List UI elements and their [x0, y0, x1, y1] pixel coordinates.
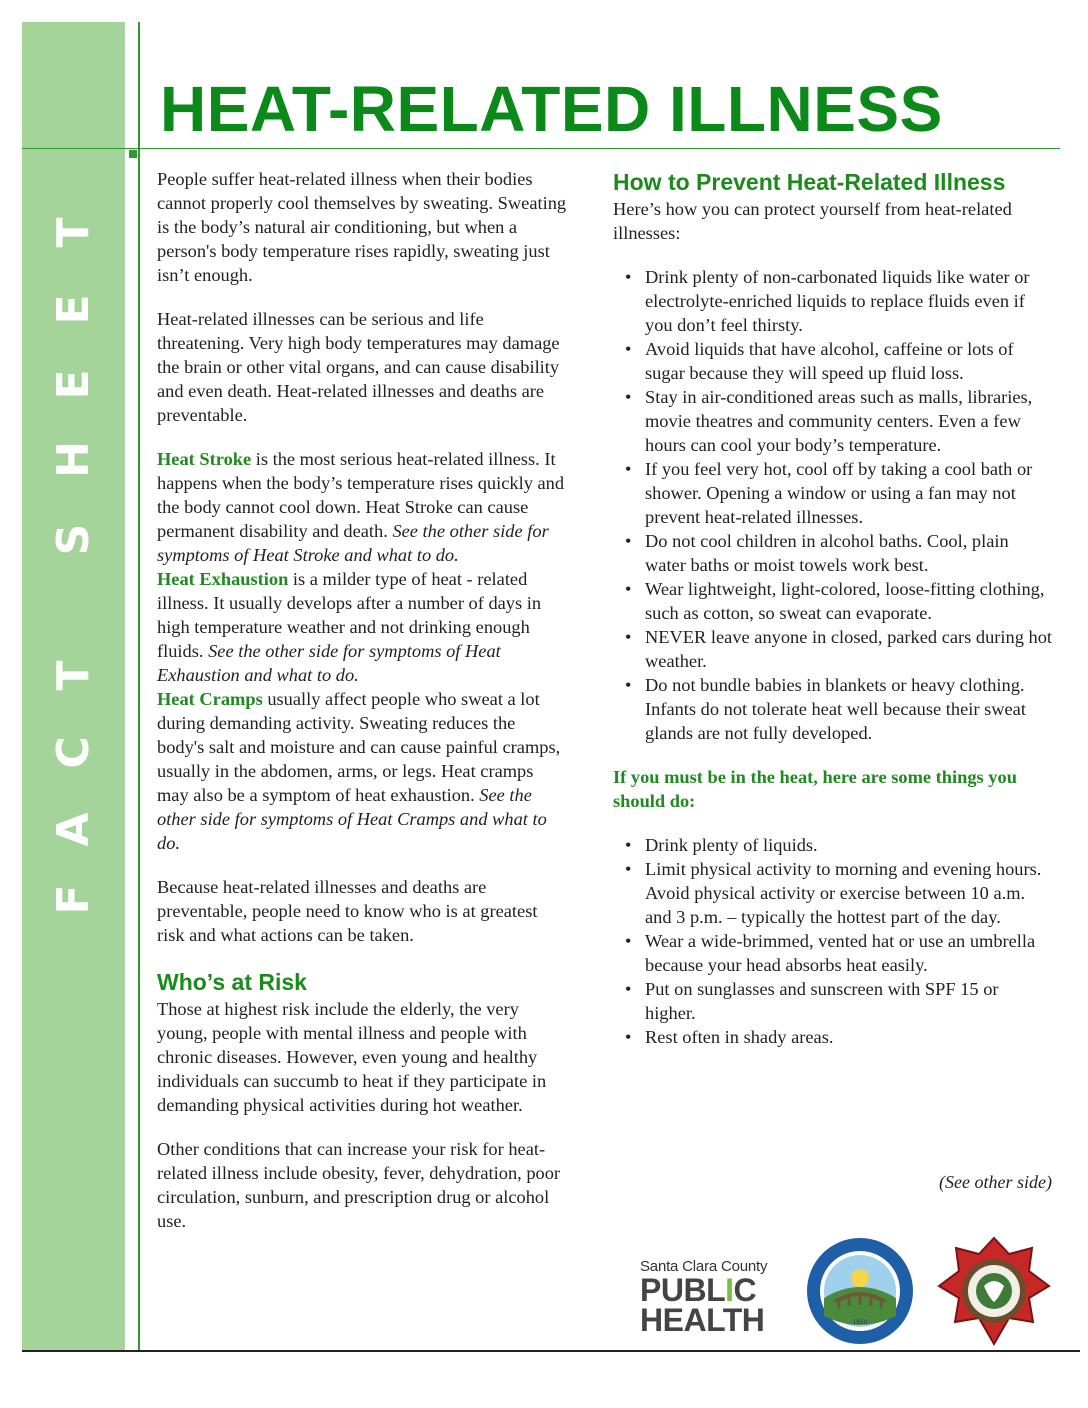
fact-sheet-vertical-label	[22, 22, 125, 1351]
heat-exhaustion-note: See the other side for symptoms of Heat Exhaustion and what to do.	[157, 641, 501, 685]
list-item: • Stay in air-conditioned areas such as malls, libraries, movie theatres and community centers. Even a few hours can cool your body’s temperature.	[613, 385, 1053, 457]
list-item: • Put on sunglasses and sunscreen with SPF 15 or higher.	[613, 977, 1053, 1025]
heat-cramps-note: See the other side for symptoms of Heat Cramps and what to do.	[157, 785, 547, 853]
left-column	[157, 167, 567, 1253]
intro-paragraph: People suffer heat-related illness when their bodies cannot properly cool themselves by sweating. Sweating is the body’s natural air conditioning, but when a person's body temperature rises rapidly, sweating just isn’t enough.	[157, 169, 567, 285]
wordmark-part: C	[733, 1272, 757, 1308]
ems-seal-year: 1850	[852, 1319, 868, 1326]
public-health-wordmark-health: HEALTH	[640, 1302, 765, 1338]
list-item: • Wear lightweight, light-colored, loose-fitting clothing, such as cotton, so sweat can evaporate.	[613, 577, 1053, 625]
sidebar-letter: E	[48, 369, 99, 400]
sidebar-letter: A	[48, 812, 99, 847]
heat-cramps-text: usually affect people who sweat a lot during demanding activity. Sweating reduces the body's salt and moisture and can cause painful cramps, usually in the abdomen, arms, or legs. Heat cramps may also be a symptom of heat exhaustion.	[157, 689, 561, 805]
list-item: • Rest often in shady areas.	[613, 1025, 1053, 1049]
wordmark-accent: I	[725, 1272, 734, 1308]
heat-stroke-note: See the other side for symptoms of Heat Stroke and what to do.	[157, 521, 549, 565]
prevent-intro: Here’s how you can protect yourself from heat-related illnesses:	[613, 199, 1012, 243]
rule-marker	[129, 150, 137, 158]
prevention-list	[613, 265, 1053, 745]
sidebar-letter: T	[48, 660, 99, 691]
list-item: • Avoid liquids that have alcohol, caffeine or lots of sugar because they will speed up fluid loss.	[613, 337, 1053, 385]
public-health-county: Santa Clara County	[640, 1258, 768, 1275]
wordmark-part: PUBL	[640, 1272, 726, 1308]
risk-conditions-paragraph: Other conditions that can increase your risk for heat-related illness include obesity, fever, dehydration, poor circulation, sunburn, and prescription drug or alcohol use.	[157, 1139, 561, 1231]
see-other-side-note: (See other side)	[939, 1172, 1052, 1192]
heat-exhaustion-paragraph	[157, 567, 567, 687]
heat-actions-heading: If you must be in the heat, here are some things you should do:	[613, 767, 1017, 811]
sidebar-letter: H	[48, 441, 99, 478]
prevent-heading: How to Prevent Heat-Related Illness	[613, 169, 1006, 195]
preventable-paragraph: Because heat-related illnesses and deaths are preventable, people need to know who is at greatest risk and what actions can be taken.	[157, 877, 538, 945]
sidebar-letter: T	[48, 217, 99, 248]
fire-chiefs-seal	[937, 1236, 1051, 1346]
public-health-logo	[640, 1258, 780, 1338]
sidebar-letter: S	[48, 523, 99, 556]
page-title: HEAT-RELATED ILLNESS	[160, 73, 943, 145]
seriousness-paragraph: Heat-related illnesses can be serious and life threatening. Very high body temperatures may damage the brain or other vital organs, and can cause disability and even death. Heat-related illnesses and deaths are preventable.	[157, 309, 560, 425]
right-column	[613, 167, 1053, 1069]
bottom-rule	[22, 1350, 1080, 1352]
list-item: • Limit physical activity to morning and evening hours. Avoid physical activity or exercise between 10 a.m. and 3 p.m. – typically the hottest part of the day.	[613, 857, 1053, 929]
list-item: • Do not bundle babies in blankets or heavy clothing. Infants do not tolerate heat well because their sweat glands are not fully developed.	[613, 673, 1053, 745]
heat-exhaustion-text: is a milder type of heat - related illness. It usually develops after a number of days in high temperature weather and not drinking enough fluids.	[157, 569, 542, 661]
sidebar-letter: E	[48, 294, 99, 325]
heat-cramps-paragraph	[157, 687, 567, 855]
sidebar-letter: F	[48, 884, 99, 915]
sidebar-letter: C	[48, 736, 99, 769]
list-item: • Wear a wide-brimmed, vented hat or use an umbrella because your head absorbs heat easily.	[613, 929, 1053, 977]
list-item: • Drink plenty of non-carbonated liquids like water or electrolyte-enriched liquids to replace fluids even if you don’t feel thirsty.	[613, 265, 1053, 337]
heat-exhaustion-term: Heat Exhaustion	[157, 569, 289, 589]
public-health-wordmark	[640, 1272, 780, 1308]
risk-heading: Who’s at Risk	[157, 969, 307, 995]
heat-actions-list	[613, 833, 1053, 1049]
heat-stroke-text: is the most serious heat-related illness. It happens when the body’s temperature rises quickly and the body cannot cool down. Heat Stroke can cause permanent disability and death.	[157, 449, 565, 541]
header-rule	[22, 148, 1060, 149]
list-item: • NEVER leave anyone in closed, parked cars during hot weather.	[613, 625, 1053, 673]
list-item: • Drink plenty of liquids.	[613, 833, 1053, 857]
list-item: • Do not cool children in alcohol baths. Cool, plain water baths or moist towels work best.	[613, 529, 1053, 577]
heat-cramps-term: Heat Cramps	[157, 689, 263, 709]
risk-paragraph: Those at highest risk include the elderly, the very young, people with mental illness and people with chronic diseases. However, even young and healthy individuals can succumb to heat if they participate in demanding physical activities during hot weather.	[157, 999, 547, 1115]
vertical-rule	[138, 22, 140, 1351]
fact-sheet-sidebar	[22, 22, 125, 1351]
list-item: • If you feel very hot, cool off by taking a cool bath or shower. Opening a window or using a fan may not prevent heat-related illnesses.	[613, 457, 1053, 529]
heat-stroke-term: Heat Stroke	[157, 449, 252, 469]
ems-seal	[805, 1236, 915, 1346]
heat-stroke-paragraph	[157, 447, 567, 567]
